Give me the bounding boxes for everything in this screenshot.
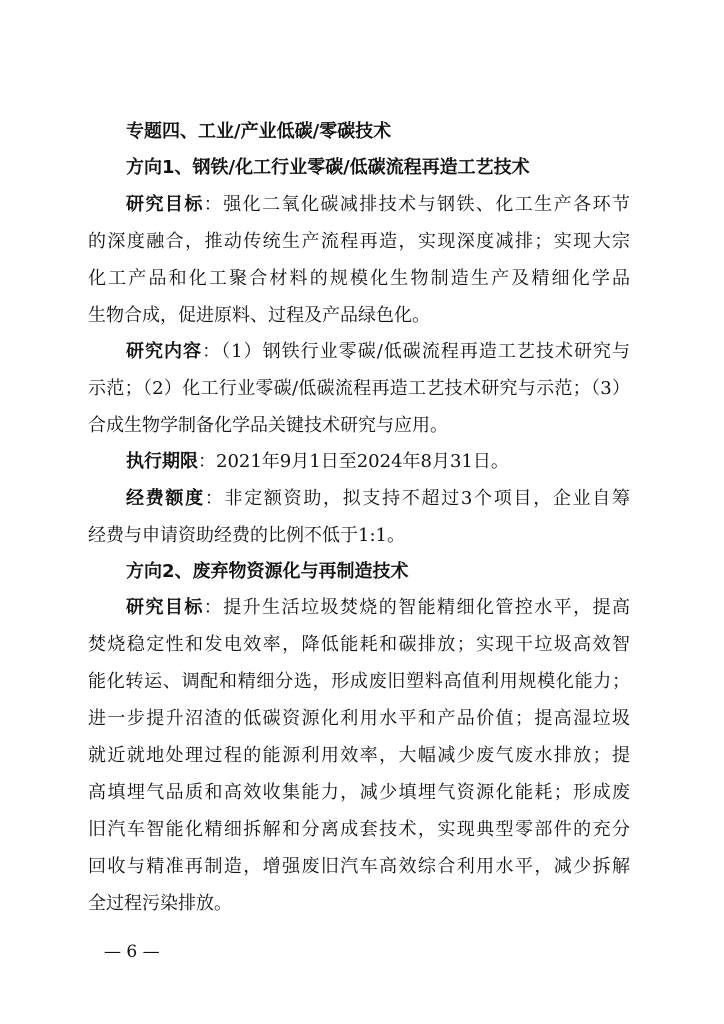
page-number: — 6 — [104, 942, 160, 962]
funding-label: 经费额度 [126, 488, 205, 509]
funding-text: ：非定额资助，拟支持不超过3个项目，企业自筹 [204, 488, 631, 509]
direction1-funding-line [126, 488, 630, 510]
direction2-goal-line: 就近就地处理过程的能源利用效率，大幅减少废气废水排放；提 [88, 745, 630, 766]
direction2-goal-line: 进一步提升沼渣的低碳资源化利用水平和产品价值；提高湿垃圾 [88, 708, 630, 729]
direction2-goal-line: 高填埋气品质和高效收集能力，减少填埋气资源化能耗；形成废 [88, 782, 630, 803]
direction2-goal-line: 回收与精准再制造，增强废旧汽车高效综合利用水平，减少拆解 [88, 856, 630, 877]
direction2-heading: 方向2、废弃物资源化与再制造技术 [126, 561, 409, 582]
direction2-goal-line: 能化转运、调配和精细分选，形成废旧塑料高值利用规模化能力； [88, 671, 630, 692]
direction1-content-line [126, 341, 630, 363]
direction2-goal-line: 旧汽车智能化精细拆解和分离成套技术，实现典型零部件的充分 [88, 819, 630, 840]
goal-text: ：提升生活垃圾焚烧的智能精细化管控水平，提高 [203, 597, 631, 618]
direction1-content-line: 示范；（2）化工行业零碳/低碳流程再造工艺技术研究与示范；（3） [88, 378, 630, 399]
goal-label: 研究目标 [126, 597, 204, 618]
topic-heading: 专题四、工业/产业低碳/零碳技术 [126, 121, 392, 142]
direction1-goal-line: 化工产品和化工聚合材料的规模化生物制造生产及精细化学品 [88, 268, 630, 289]
direction2-goal-line [126, 597, 630, 619]
goal-text: ：强化二氧化碳减排技术与钢铁、化工生产各环节 [203, 194, 631, 215]
period-value: ：2021年9月1日至2024年8月31日。 [198, 451, 509, 472]
direction1-period-line [126, 451, 509, 473]
goal-label: 研究目标 [126, 194, 204, 215]
direction1-funding-line: 经费与申请资助经费的比例不低于1:1。 [88, 525, 405, 546]
direction2-goal-line: 焚烧稳定性和发电效率，降低能耗和碳排放；实现干垃圾高效智 [88, 634, 630, 655]
direction1-goal-line [126, 194, 630, 216]
content-label: 研究内容 [126, 341, 203, 362]
period-label: 执行期限 [126, 451, 198, 472]
direction1-goal-line: 生物合成，促进原料、过程及产品绿色化。 [88, 305, 430, 326]
direction1-goal-line: 的深度融合，推动传统生产流程再造，实现深度减排；实现大宗 [88, 231, 630, 252]
direction1-content-line: 合成生物学制备化学品关键技术研究与应用。 [88, 415, 448, 436]
direction1-heading: 方向1、钢铁/化工行业零碳/低碳流程再造工艺技术 [126, 157, 530, 178]
direction2-goal-line: 全过程污染排放。 [88, 893, 232, 914]
content-text: ：（1）钢铁行业零碳/低碳流程再造工艺技术研究与 [202, 341, 631, 362]
